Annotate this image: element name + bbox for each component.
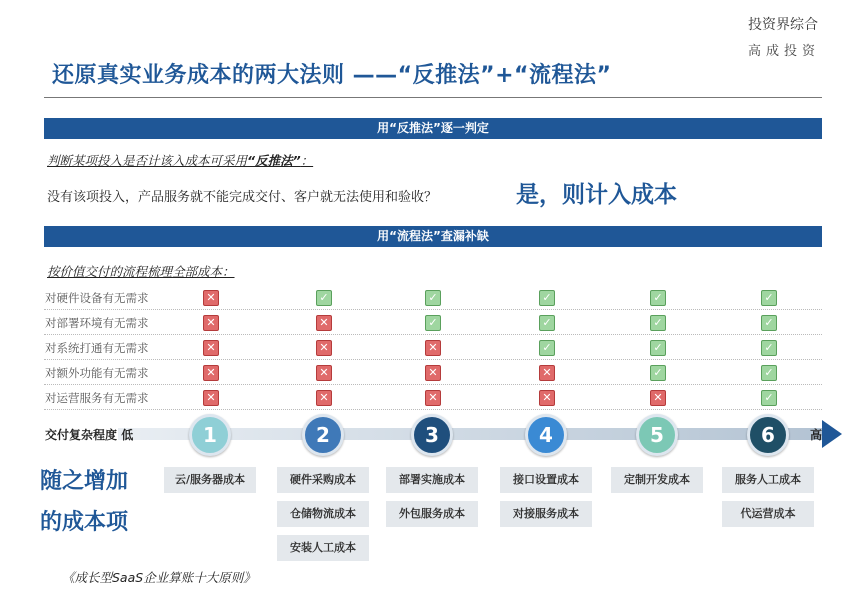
cross-icon: ✕ (203, 315, 219, 331)
cost-items-label-line1: 随之增加 (40, 469, 129, 494)
cost-item-box: 外包服务成本 (386, 501, 478, 527)
check-icon: ✓ (650, 290, 666, 306)
section2-header-bar: 用“流程法”查漏补缺 (44, 226, 822, 247)
stage-circle-5: 5 (636, 414, 678, 456)
requirement-row-divider (44, 359, 822, 360)
complexity-axis-label (45, 426, 133, 443)
cross-icon: ✕ (539, 390, 555, 406)
check-icon: ✓ (761, 365, 777, 381)
cost-item-box: 云/服务器成本 (164, 467, 256, 493)
check-icon: ✓ (539, 315, 555, 331)
axis-high-label: 高 (810, 428, 823, 442)
cost-item-box: 定制开发成本 (611, 467, 703, 493)
requirement-row-label: 对运营服务有无需求 (45, 391, 149, 405)
requirement-row-divider (44, 384, 822, 385)
stage-circle-6: 6 (747, 414, 789, 456)
axis-title: 交付复杂程度 (45, 428, 118, 442)
section1-question: 没有该项投入，产品服务就不能完成交付、客户就无法使用和验收？ (47, 190, 438, 205)
cross-icon: ✕ (203, 365, 219, 381)
cost-items-label-line2: 的成本项 (40, 510, 129, 535)
page-title: 还原真实业务成本的两大法则 ——“反推法”+“流程法” (52, 63, 612, 88)
check-icon: ✓ (425, 315, 441, 331)
cross-icon: ✕ (203, 390, 219, 406)
check-icon: ✓ (316, 290, 332, 306)
requirement-row-label: 对部署环境有无需求 (45, 316, 149, 330)
section1-note-prefix: 判断某项投入是否计该入成本可采用 (47, 153, 248, 168)
cost-item-box: 硬件采购成本 (277, 467, 369, 493)
company-logo-name: 高成投资 (748, 44, 821, 59)
check-icon: ✓ (761, 340, 777, 356)
requirement-row-divider (44, 409, 822, 410)
cost-item-box: 部署实施成本 (386, 467, 478, 493)
cross-icon: ✕ (203, 340, 219, 356)
complexity-axis-arrow (822, 420, 842, 448)
stage-circle-3: 3 (411, 414, 453, 456)
cross-icon: ✕ (203, 290, 219, 306)
cost-item-box: 安装人工成本 (277, 535, 369, 561)
watermark-text: 投资界综合 (748, 17, 818, 33)
check-icon: ✓ (650, 315, 666, 331)
cross-icon: ✕ (425, 365, 441, 381)
cost-item-box: 对接服务成本 (500, 501, 592, 527)
check-icon: ✓ (761, 290, 777, 306)
check-icon: ✓ (761, 390, 777, 406)
requirement-row-label: 对系统打通有无需求 (45, 341, 149, 355)
check-icon: ✓ (539, 340, 555, 356)
requirement-row-divider (44, 334, 822, 335)
section1-note (47, 151, 313, 169)
footer-source: 《成长型SaaS企业算账十大原则》 (62, 570, 256, 585)
section1-note-suffix: ： (300, 153, 314, 168)
requirement-row-label: 对额外功能有无需求 (45, 366, 149, 380)
cross-icon: ✕ (425, 390, 441, 406)
cross-icon: ✕ (316, 315, 332, 331)
cross-icon: ✕ (316, 390, 332, 406)
section2-note: 按价值交付的流程梳理全部成本： (47, 264, 235, 279)
check-icon: ✓ (650, 340, 666, 356)
cross-icon: ✕ (539, 365, 555, 381)
title-divider (44, 97, 822, 98)
check-icon: ✓ (761, 315, 777, 331)
cost-item-box: 仓储物流成本 (277, 501, 369, 527)
requirement-row-divider (44, 309, 822, 310)
cost-item-box: 接口设置成本 (500, 467, 592, 493)
cost-item-box: 代运营成本 (722, 501, 814, 527)
cost-item-box: 服务人工成本 (722, 467, 814, 493)
section1-note-bold: “反推法” (247, 153, 301, 168)
cross-icon: ✕ (425, 340, 441, 356)
check-icon: ✓ (425, 290, 441, 306)
section1-header-bar: 用“反推法”逐一判定 (44, 118, 822, 139)
requirement-row-label: 对硬件设备有无需求 (45, 291, 149, 305)
stage-circle-4: 4 (525, 414, 567, 456)
cross-icon: ✕ (650, 390, 666, 406)
section1-answer: 是，则计入成本 (516, 182, 677, 208)
stage-circle-1: 1 (189, 414, 231, 456)
cross-icon: ✕ (316, 340, 332, 356)
cross-icon: ✕ (316, 365, 332, 381)
check-icon: ✓ (650, 365, 666, 381)
stage-circle-2: 2 (302, 414, 344, 456)
check-icon: ✓ (539, 290, 555, 306)
axis-low-label: 低 (121, 428, 134, 442)
